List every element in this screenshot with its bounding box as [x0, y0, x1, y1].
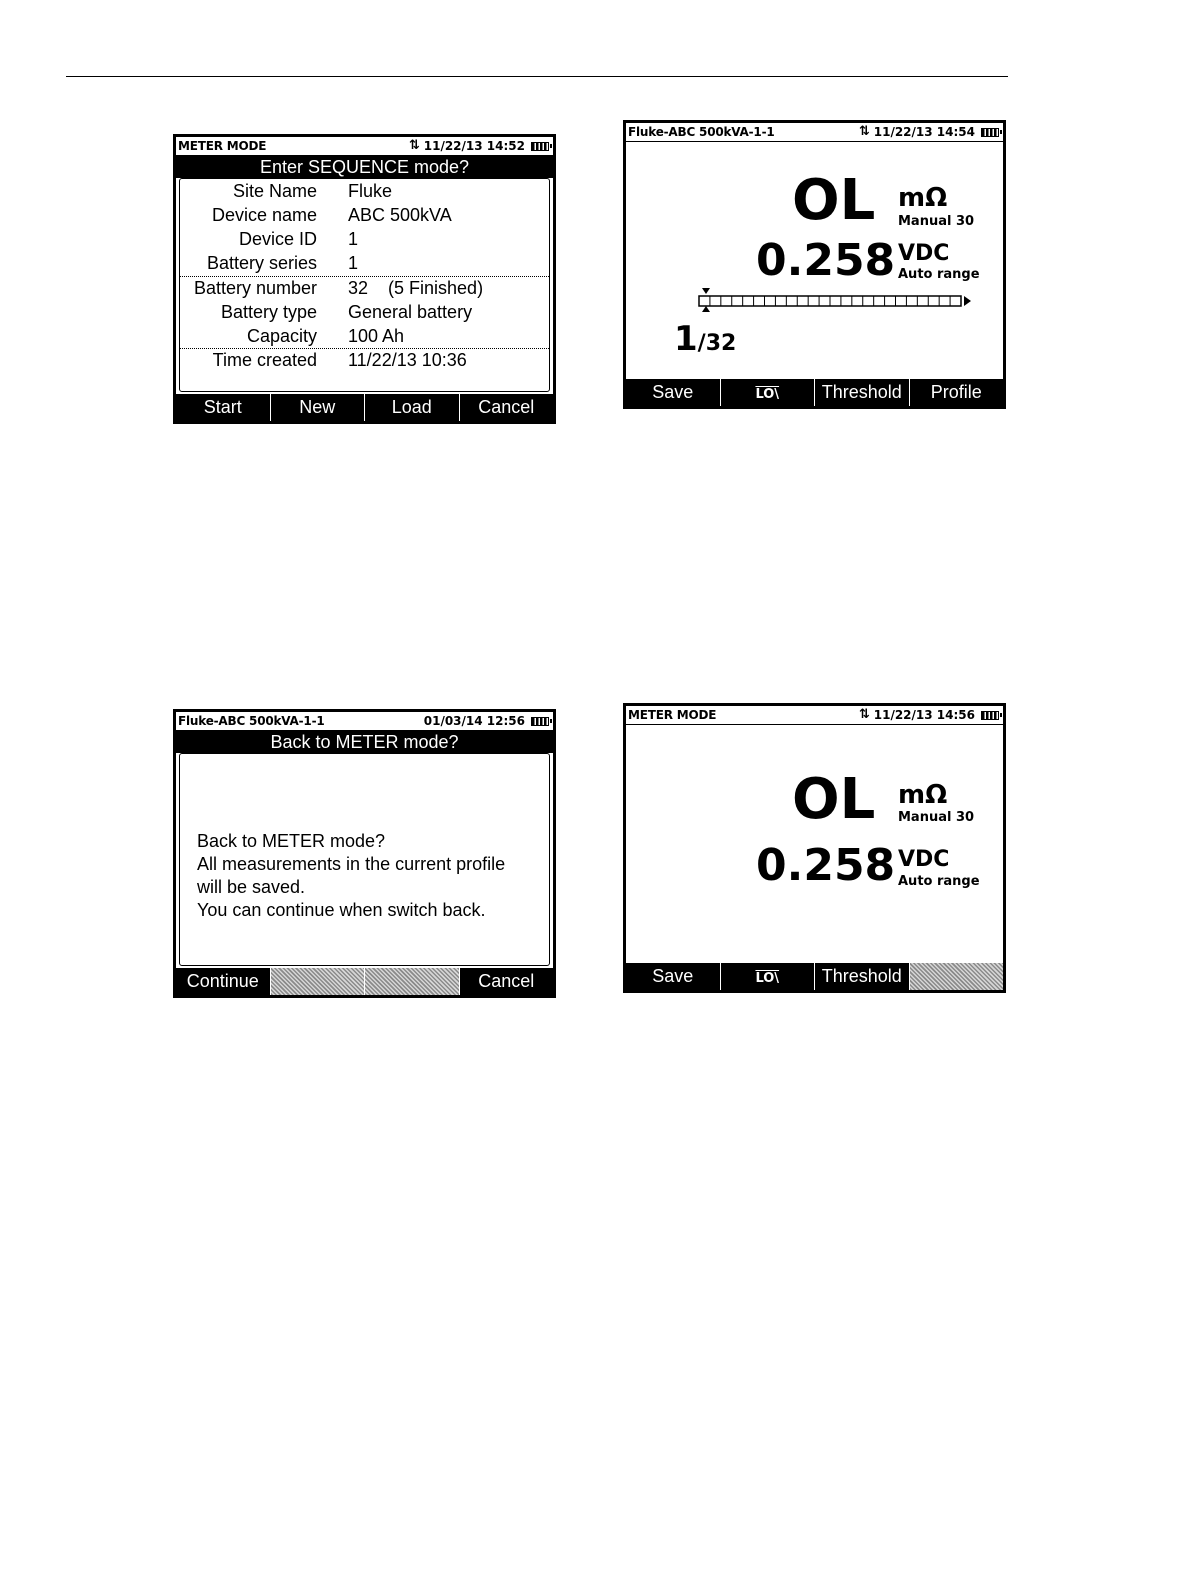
sequence-counter [674, 319, 736, 359]
field-row [180, 348, 549, 372]
load-button[interactable]: Load [364, 394, 459, 421]
dialog-message [197, 830, 505, 922]
message-line: will be saved. [197, 877, 306, 897]
profile-button[interactable]: Profile [909, 379, 1004, 406]
status-bar [626, 706, 1003, 724]
cancel-button[interactable]: Cancel [459, 394, 554, 421]
sequence-total: /32 [697, 331, 737, 356]
save-button[interactable]: Save [652, 966, 694, 986]
status-bar [176, 712, 553, 730]
field-label: Device name [211, 205, 317, 225]
mode-label: METER MODE [628, 708, 717, 722]
triangle-marker-icon [702, 306, 710, 312]
threshold-button[interactable]: Threshold [814, 963, 909, 990]
field-label: Battery series [206, 253, 317, 273]
new-button[interactable]: New [270, 394, 365, 421]
field-label: Battery type [220, 302, 317, 322]
disabled-softkey [364, 968, 459, 995]
field-label: Time created [212, 350, 317, 370]
battery-icon [531, 142, 549, 151]
sequence-progress-bar [696, 285, 976, 315]
status-time: 11/22/13 14:54 [873, 125, 975, 139]
disabled-softkey [909, 963, 1004, 990]
field-row [180, 300, 549, 324]
save-button[interactable]: Save [652, 382, 694, 402]
up-down-arrows-icon: ⇅ [858, 124, 867, 139]
profile-label: Fluke-ABC 500kVA-1-1 [178, 714, 325, 728]
battery-icon [981, 711, 999, 720]
primary-reading: OL [792, 767, 876, 832]
screen-enter-sequence [173, 134, 556, 424]
status-bar [626, 123, 1003, 141]
softkey-bar [626, 963, 1003, 990]
status-divider [626, 724, 1003, 725]
status-time: 11/22/13 14:52 [423, 139, 525, 153]
battery-icon [981, 128, 999, 137]
message-line: Back to METER mode? [197, 831, 386, 851]
status-divider [626, 141, 1003, 142]
field-row [180, 227, 549, 251]
secondary-reading: 0.258 [756, 840, 896, 891]
primary-range: Manual 30 [898, 214, 975, 229]
sequence-current: 1 [674, 319, 698, 359]
field-value: 1 [348, 253, 359, 273]
lo-button[interactable] [720, 379, 815, 406]
up-down-arrows-icon: ⇅ [408, 138, 417, 153]
status-bar [176, 137, 553, 155]
field-value: 100 Ah [348, 326, 405, 346]
cancel-button[interactable]: Cancel [459, 968, 554, 995]
message-line: You can continue when switch back. [197, 900, 486, 920]
field-row [180, 251, 549, 275]
start-button[interactable]: Start [203, 397, 242, 417]
message-line: All measurements in the current profile [197, 854, 506, 874]
softkey-bar [176, 968, 553, 995]
message-panel [179, 753, 550, 966]
battery-icon [531, 717, 549, 726]
field-value: Fluke [348, 181, 393, 201]
secondary-range: Auto range [898, 874, 980, 889]
field-row [180, 276, 549, 300]
field-value: ABC 500kVA [348, 205, 452, 225]
secondary-range: Auto range [898, 267, 980, 282]
field-value: General battery [348, 302, 473, 322]
field-label: Capacity [246, 326, 317, 346]
continue-button[interactable]: Continue [186, 971, 259, 991]
field-label: Device ID [238, 229, 317, 249]
disabled-softkey [270, 968, 365, 995]
profile-label: Fluke-ABC 500kVA-1-1 [628, 125, 775, 139]
field-row [180, 179, 549, 203]
primary-unit: mΩ [898, 780, 948, 810]
field-value: 11/22/13 10:36 [348, 350, 467, 370]
field-value: 32 (5 Finished) [348, 278, 484, 298]
header-rule [66, 76, 1008, 77]
up-down-arrows-icon: ⇅ [858, 707, 867, 722]
dialog-title: Back to METER mode? [176, 731, 553, 753]
field-value: 1 [348, 229, 359, 249]
lo-button[interactable] [720, 963, 815, 990]
secondary-unit: VDC [898, 847, 950, 872]
screen-sequence-measurement [623, 120, 1006, 409]
lo-icon: LO\ [755, 971, 780, 986]
field-label: Battery number [193, 278, 317, 298]
softkey-bar [626, 379, 1003, 406]
primary-reading: OL [792, 168, 876, 233]
status-time: 11/22/13 14:56 [873, 708, 975, 722]
screen-meter-mode [623, 703, 1006, 993]
primary-unit: mΩ [898, 183, 948, 213]
end-arrow-icon [964, 296, 971, 306]
field-label: Site Name [232, 181, 317, 201]
field-row [180, 203, 549, 227]
triangle-marker-icon [702, 288, 710, 294]
lo-icon: LO\ [755, 387, 780, 402]
secondary-unit: VDC [898, 241, 950, 266]
dialog-title: Enter SEQUENCE mode? [176, 156, 553, 178]
field-row [180, 324, 549, 348]
mode-label: METER MODE [178, 139, 267, 153]
status-time: 01/03/14 12:56 [423, 714, 525, 728]
primary-range: Manual 30 [898, 810, 975, 825]
details-panel [179, 178, 550, 392]
softkey-bar [176, 394, 553, 421]
threshold-button[interactable]: Threshold [814, 379, 909, 406]
screen-back-to-meter [173, 709, 556, 998]
secondary-reading: 0.258 [756, 235, 896, 286]
